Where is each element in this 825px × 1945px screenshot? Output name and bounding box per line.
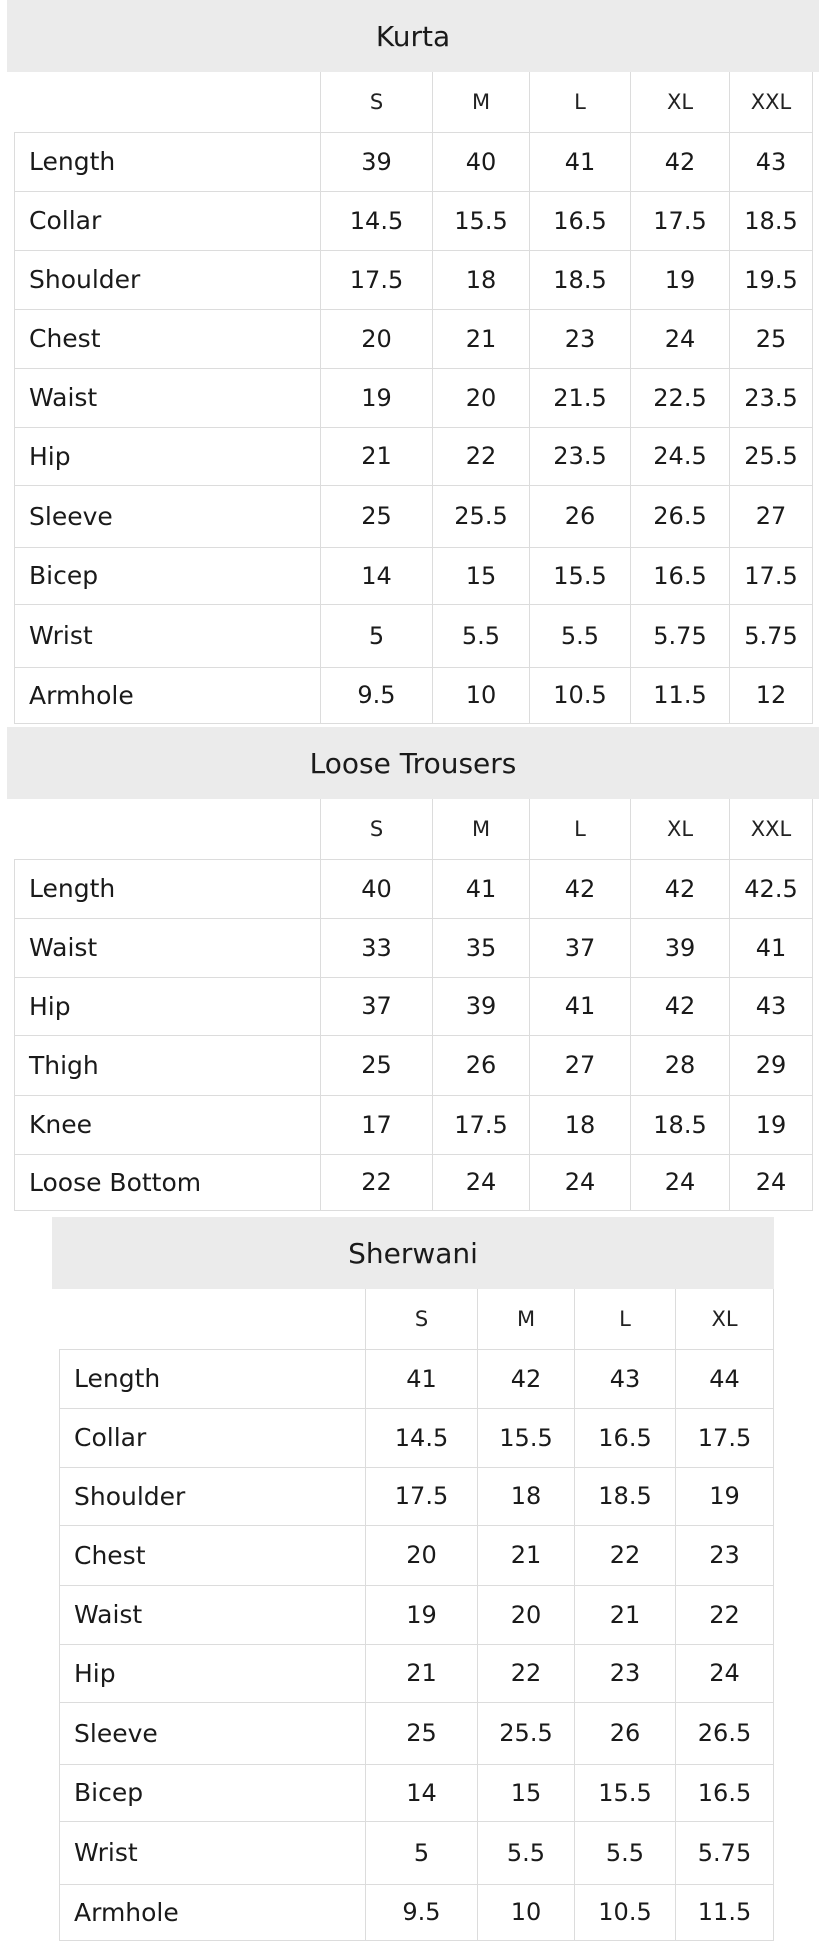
measurement-value: 14.5: [366, 1408, 478, 1467]
table-row: [60, 1525, 774, 1585]
size-header-l: L: [530, 799, 631, 859]
measurement-label: Chest: [60, 1525, 366, 1585]
measurement-value: 42: [478, 1349, 575, 1408]
measurement-value: 26: [433, 1035, 530, 1095]
measurement-label: Shoulder: [60, 1467, 366, 1525]
measurement-value: 21: [433, 309, 530, 368]
measurement-value: 10.5: [530, 667, 631, 723]
measurement-value: 37: [530, 918, 631, 977]
measurement-value: 23: [530, 309, 631, 368]
measurement-value: 41: [433, 859, 530, 918]
measurement-value: 16.5: [631, 547, 730, 604]
measurement-value: 26: [575, 1702, 676, 1764]
table-row: [15, 859, 813, 918]
measurement-value: 16.5: [676, 1764, 774, 1821]
measurement-value: 21.5: [530, 368, 631, 427]
size-header-xl: XL: [631, 72, 730, 132]
measurement-value: 17.5: [366, 1467, 478, 1525]
size-header-row: [60, 1289, 774, 1349]
measurement-value: 41: [530, 977, 631, 1035]
measurement-value: 29: [730, 1035, 813, 1095]
measurement-value: 39: [631, 918, 730, 977]
measurement-label: Waist: [15, 918, 321, 977]
measurement-value: 19.5: [730, 250, 813, 309]
size-header-xxl: XXL: [730, 72, 813, 132]
table-row: [15, 1154, 813, 1210]
measurement-value: 25: [321, 1035, 433, 1095]
kurta-title: Kurta: [7, 0, 819, 72]
measurement-value: 10.5: [575, 1884, 676, 1940]
measurement-value: 5.5: [478, 1821, 575, 1884]
measurement-value: 26.5: [631, 485, 730, 547]
measurement-value: 19: [321, 368, 433, 427]
size-header-xl: XL: [676, 1289, 774, 1349]
measurement-label: Loose Bottom: [15, 1154, 321, 1210]
measurement-value: 20: [478, 1585, 575, 1644]
measurement-label: Hip: [15, 977, 321, 1035]
measurement-value: 42: [631, 132, 730, 191]
table-row: [15, 132, 813, 191]
measurement-value: 22: [433, 427, 530, 485]
measurement-value: 39: [433, 977, 530, 1035]
measurement-label: Collar: [60, 1408, 366, 1467]
measurement-value: 25.5: [730, 427, 813, 485]
measurement-value: 17.5: [730, 547, 813, 604]
measurement-label: Bicep: [60, 1764, 366, 1821]
measurement-value: 12: [730, 667, 813, 723]
measurement-value: 22: [321, 1154, 433, 1210]
sherwani-title-bar: [52, 1217, 774, 1289]
kurta-size-table: [14, 72, 813, 724]
measurement-value: 23: [575, 1644, 676, 1702]
measurement-value: 27: [730, 485, 813, 547]
measurement-value: 18.5: [530, 250, 631, 309]
size-header-l: L: [575, 1289, 676, 1349]
measurement-label: Waist: [60, 1585, 366, 1644]
measurement-value: 27: [530, 1035, 631, 1095]
size-header-s: S: [366, 1289, 478, 1349]
measurement-value: 18.5: [631, 1095, 730, 1154]
measurement-value: 24: [730, 1154, 813, 1210]
table-row: [15, 667, 813, 723]
measurement-value: 17.5: [631, 191, 730, 250]
measurement-value: 42: [631, 859, 730, 918]
measurement-value: 24: [631, 309, 730, 368]
measurement-value: 39: [321, 132, 433, 191]
measurement-value: 15.5: [575, 1764, 676, 1821]
table-row: [15, 547, 813, 604]
measurement-value: 22: [478, 1644, 575, 1702]
table-row: [60, 1644, 774, 1702]
table-row: [15, 604, 813, 667]
trousers-size-table: [14, 799, 813, 1211]
measurement-value: 24: [631, 1154, 730, 1210]
measurement-value: 40: [433, 132, 530, 191]
measurement-value: 23.5: [730, 368, 813, 427]
measurement-label: Length: [15, 859, 321, 918]
table-row: [60, 1821, 774, 1884]
measurement-value: 11.5: [631, 667, 730, 723]
measurement-value: 5.5: [433, 604, 530, 667]
size-header-s: S: [321, 72, 433, 132]
measurement-value: 23: [676, 1525, 774, 1585]
measurement-value: 18: [433, 250, 530, 309]
measurement-label: Chest: [15, 309, 321, 368]
measurement-value: 15: [478, 1764, 575, 1821]
table-row: [15, 427, 813, 485]
measurement-value: 18.5: [575, 1467, 676, 1525]
measurement-label: Bicep: [15, 547, 321, 604]
measurement-label: Length: [15, 132, 321, 191]
measurement-value: 25: [321, 485, 433, 547]
header-corner: [15, 72, 321, 132]
trousers-title: Loose Trousers: [7, 727, 819, 799]
measurement-value: 19: [631, 250, 730, 309]
measurement-value: 5: [366, 1821, 478, 1884]
measurement-value: 16.5: [530, 191, 631, 250]
header-corner: [60, 1289, 366, 1349]
measurement-label: Collar: [15, 191, 321, 250]
size-header-m: M: [478, 1289, 575, 1349]
table-row: [60, 1884, 774, 1940]
table-row: [15, 1095, 813, 1154]
measurement-label: Length: [60, 1349, 366, 1408]
size-header-s: S: [321, 799, 433, 859]
size-header-xl: XL: [631, 799, 730, 859]
measurement-value: 35: [433, 918, 530, 977]
table-row: [15, 250, 813, 309]
table-row: [15, 977, 813, 1035]
measurement-value: 10: [433, 667, 530, 723]
measurement-value: 24: [676, 1644, 774, 1702]
header-corner: [15, 799, 321, 859]
measurement-value: 28: [631, 1035, 730, 1095]
measurement-value: 42: [530, 859, 631, 918]
measurement-value: 17.5: [676, 1408, 774, 1467]
measurement-value: 21: [478, 1525, 575, 1585]
table-row: [15, 1035, 813, 1095]
measurement-value: 5.75: [730, 604, 813, 667]
measurement-value: 19: [730, 1095, 813, 1154]
measurement-label: Hip: [15, 427, 321, 485]
measurement-value: 21: [321, 427, 433, 485]
measurement-value: 20: [433, 368, 530, 427]
measurement-value: 14.5: [321, 191, 433, 250]
table-row: [60, 1349, 774, 1408]
measurement-value: 17: [321, 1095, 433, 1154]
table-row: [15, 918, 813, 977]
measurement-value: 9.5: [321, 667, 433, 723]
measurement-label: Wrist: [60, 1821, 366, 1884]
table-row: [15, 368, 813, 427]
size-header-row: [15, 72, 813, 132]
size-header-row: [15, 799, 813, 859]
measurement-value: 43: [730, 977, 813, 1035]
measurement-value: 18.5: [730, 191, 813, 250]
measurement-label: Sleeve: [60, 1702, 366, 1764]
measurement-value: 15.5: [530, 547, 631, 604]
measurement-value: 44: [676, 1349, 774, 1408]
measurement-value: 5.75: [631, 604, 730, 667]
table-row: [15, 309, 813, 368]
measurement-value: 37: [321, 977, 433, 1035]
table-row: [60, 1585, 774, 1644]
measurement-value: 24: [530, 1154, 631, 1210]
measurement-value: 25: [730, 309, 813, 368]
measurement-label: Thigh: [15, 1035, 321, 1095]
size-header-xxl: XXL: [730, 799, 813, 859]
measurement-value: 20: [366, 1525, 478, 1585]
measurement-value: 24: [433, 1154, 530, 1210]
measurement-value: 15.5: [433, 191, 530, 250]
measurement-label: Armhole: [60, 1884, 366, 1940]
measurement-value: 24.5: [631, 427, 730, 485]
measurement-label: Armhole: [15, 667, 321, 723]
measurement-value: 33: [321, 918, 433, 977]
measurement-value: 25: [366, 1702, 478, 1764]
measurement-value: 23.5: [530, 427, 631, 485]
measurement-value: 40: [321, 859, 433, 918]
measurement-value: 25.5: [478, 1702, 575, 1764]
measurement-value: 42: [631, 977, 730, 1035]
measurement-label: Wrist: [15, 604, 321, 667]
measurement-value: 14: [366, 1764, 478, 1821]
measurement-value: 5.75: [676, 1821, 774, 1884]
measurement-value: 22: [575, 1525, 676, 1585]
measurement-value: 21: [575, 1585, 676, 1644]
measurement-value: 11.5: [676, 1884, 774, 1940]
measurement-value: 19: [366, 1585, 478, 1644]
measurement-value: 15: [433, 547, 530, 604]
table-row: [15, 191, 813, 250]
measurement-value: 16.5: [575, 1408, 676, 1467]
measurement-value: 15.5: [478, 1408, 575, 1467]
size-header-l: L: [530, 72, 631, 132]
measurement-value: 18: [530, 1095, 631, 1154]
trousers-title-bar: [7, 727, 819, 799]
sherwani-title: Sherwani: [52, 1217, 774, 1289]
measurement-value: 43: [730, 132, 813, 191]
measurement-value: 43: [575, 1349, 676, 1408]
kurta-title-bar: [7, 0, 819, 72]
measurement-label: Waist: [15, 368, 321, 427]
measurement-value: 18: [478, 1467, 575, 1525]
table-row: [60, 1702, 774, 1764]
measurement-value: 10: [478, 1884, 575, 1940]
measurement-value: 22.5: [631, 368, 730, 427]
measurement-value: 22: [676, 1585, 774, 1644]
measurement-value: 26: [530, 485, 631, 547]
measurement-value: 21: [366, 1644, 478, 1702]
measurement-value: 41: [530, 132, 631, 191]
measurement-value: 41: [366, 1349, 478, 1408]
measurement-value: 17.5: [321, 250, 433, 309]
measurement-value: 17.5: [433, 1095, 530, 1154]
measurement-value: 5.5: [530, 604, 631, 667]
size-header-m: M: [433, 72, 530, 132]
measurement-value: 14: [321, 547, 433, 604]
sherwani-size-table: [59, 1289, 774, 1941]
measurement-value: 42.5: [730, 859, 813, 918]
measurement-value: 25.5: [433, 485, 530, 547]
measurement-value: 5.5: [575, 1821, 676, 1884]
table-row: [15, 485, 813, 547]
measurement-value: 41: [730, 918, 813, 977]
measurement-value: 20: [321, 309, 433, 368]
size-header-m: M: [433, 799, 530, 859]
table-row: [60, 1467, 774, 1525]
measurement-value: 5: [321, 604, 433, 667]
measurement-label: Sleeve: [15, 485, 321, 547]
table-row: [60, 1764, 774, 1821]
measurement-label: Hip: [60, 1644, 366, 1702]
measurement-label: Shoulder: [15, 250, 321, 309]
table-row: [60, 1408, 774, 1467]
measurement-value: 26.5: [676, 1702, 774, 1764]
measurement-value: 19: [676, 1467, 774, 1525]
measurement-value: 9.5: [366, 1884, 478, 1940]
measurement-label: Knee: [15, 1095, 321, 1154]
